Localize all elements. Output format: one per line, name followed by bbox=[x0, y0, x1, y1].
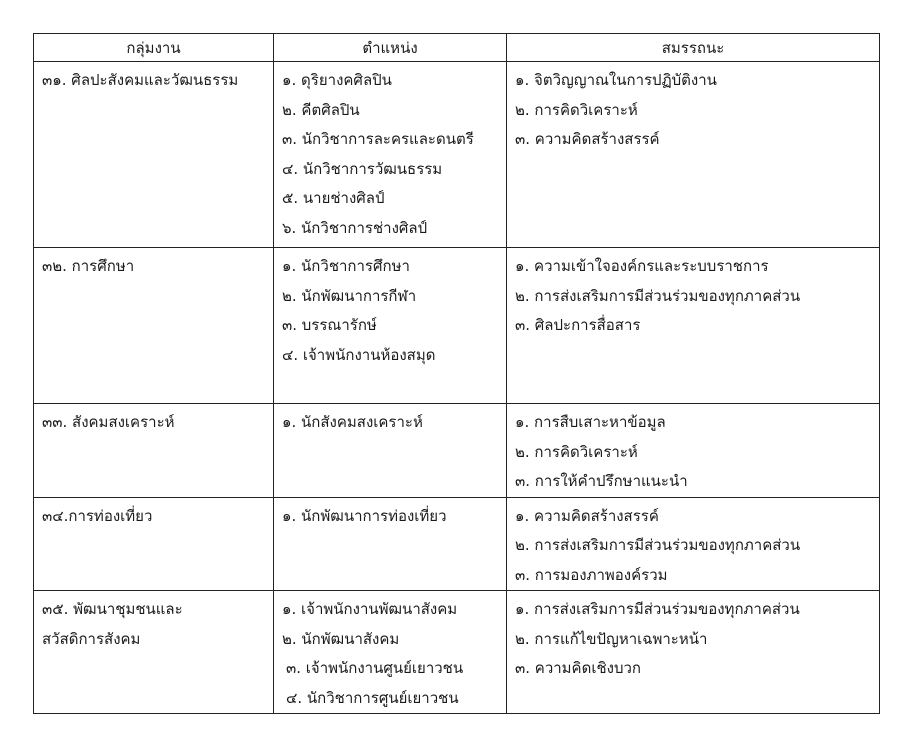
table-row bbox=[34, 404, 880, 498]
position-cell bbox=[274, 404, 507, 498]
competency-cell bbox=[507, 591, 880, 714]
group-cell bbox=[34, 404, 274, 498]
position-item: ๑. นักสังคมสงเคราะห์ bbox=[282, 413, 423, 431]
group-label: ๓๑. ศิลปะสังคมและวัฒนธรรม bbox=[42, 71, 239, 89]
position-cell bbox=[274, 248, 507, 404]
table-row bbox=[34, 497, 880, 591]
group-label: ๓๔.การท่องเที่ยว bbox=[42, 506, 153, 525]
group-cell bbox=[34, 591, 274, 714]
table-header-row bbox=[34, 34, 880, 62]
position-item: ๒. คีตศิลปิน bbox=[282, 100, 360, 119]
group-label: ๓๒. การศึกษา bbox=[42, 257, 135, 275]
competency-cell bbox=[507, 404, 880, 498]
competency-cell bbox=[507, 497, 880, 591]
position-item: ๔. นักวิชาการศูนย์เยาวชน bbox=[286, 688, 459, 707]
competency-cell bbox=[507, 248, 880, 404]
position-cell bbox=[274, 497, 507, 591]
group-label: ๓๓. สังคมสงเคราะห์ bbox=[42, 413, 175, 431]
table-row bbox=[34, 591, 880, 714]
competency-cell bbox=[507, 62, 880, 248]
group-cell bbox=[34, 248, 274, 404]
header-competency: สมรรถนะ bbox=[507, 34, 880, 62]
table-row bbox=[34, 248, 880, 404]
header-group: กลุ่มงาน bbox=[34, 34, 274, 62]
table-row bbox=[34, 62, 880, 248]
position-item: ๓. เจ้าพนักงานศูนย์เยาวชน bbox=[286, 659, 464, 677]
competency-item: ๒. การคิดวิเคราะห์ bbox=[515, 100, 638, 119]
position-item: ๔. เจ้าพนักงานห้องสมุด bbox=[282, 345, 436, 364]
group-label-continued: สวัสดิการสังคม bbox=[42, 629, 141, 648]
header-position: ตำแหน่ง bbox=[274, 34, 507, 62]
competency-item: ๑. ความคิดสร้างสรรค์ bbox=[515, 506, 659, 525]
group-cell bbox=[34, 497, 274, 591]
position-item: ๓. นักวิชาการละครและดนตรี bbox=[282, 130, 474, 148]
group-label: ๓๕. พัฒนาชุมชนและ bbox=[42, 600, 183, 618]
position-cell bbox=[274, 62, 507, 248]
position-item: ๑. ดุริยางคศิลปิน bbox=[282, 71, 392, 89]
position-item: ๑. นักพัฒนาการท่องเที่ยว bbox=[282, 506, 447, 525]
position-item: ๑. เจ้าพนักงานพัฒนาสังคม bbox=[282, 600, 458, 618]
position-item: ๖. นักวิชาการช่างศิลป์ bbox=[282, 218, 428, 237]
competency-item: ๓. ความคิดสร้างสรรค์ bbox=[515, 130, 660, 148]
competency-item: ๒. การส่งเสริมการมีส่วนร่วมของทุกภาคส่วน bbox=[515, 536, 801, 554]
competency-item: ๑. การส่งเสริมการมีส่วนร่วมของทุกภาคส่วน bbox=[515, 600, 800, 618]
competency-item: ๓. การให้คำปรึกษาแนะนำ bbox=[515, 472, 688, 490]
competency-item: ๓. ความคิดเชิงบวก bbox=[515, 659, 641, 677]
competency-item: ๒. การส่งเสริมการมีส่วนร่วมของทุกภาคส่วน bbox=[515, 286, 801, 305]
competency-item: ๑. การสืบเสาะหาข้อมูล bbox=[515, 413, 666, 431]
competency-item: ๒. การแก้ไขปัญหาเฉพาะหน้า bbox=[515, 629, 708, 648]
position-item: ๔. นักวิชาการวัฒนธรรม bbox=[282, 159, 443, 178]
competency-item: ๑. จิตวิญญาณในการปฏิบัติงาน bbox=[515, 71, 717, 89]
group-cell bbox=[34, 62, 274, 248]
competency-item: ๓. การมองภาพองค์รวม bbox=[515, 565, 668, 584]
competency-table bbox=[33, 33, 880, 714]
position-item: ๒. นักพัฒนาการกีฬา bbox=[282, 286, 417, 305]
competency-item: ๓. ศิลปะการสื่อสาร bbox=[515, 316, 641, 334]
position-cell bbox=[274, 591, 507, 714]
position-item: ๕. นายช่างศิลป์ bbox=[282, 189, 385, 207]
position-item: ๑. นักวิชาการศึกษา bbox=[282, 257, 410, 275]
position-item: ๓. บรรณารักษ์ bbox=[282, 316, 377, 334]
competency-item: ๑. ความเข้าใจองค์กรและระบบราชการ bbox=[515, 257, 769, 275]
competency-item: ๒. การคิดวิเคราะห์ bbox=[515, 442, 638, 461]
position-item: ๒. นักพัฒนาสังคม bbox=[282, 629, 400, 648]
